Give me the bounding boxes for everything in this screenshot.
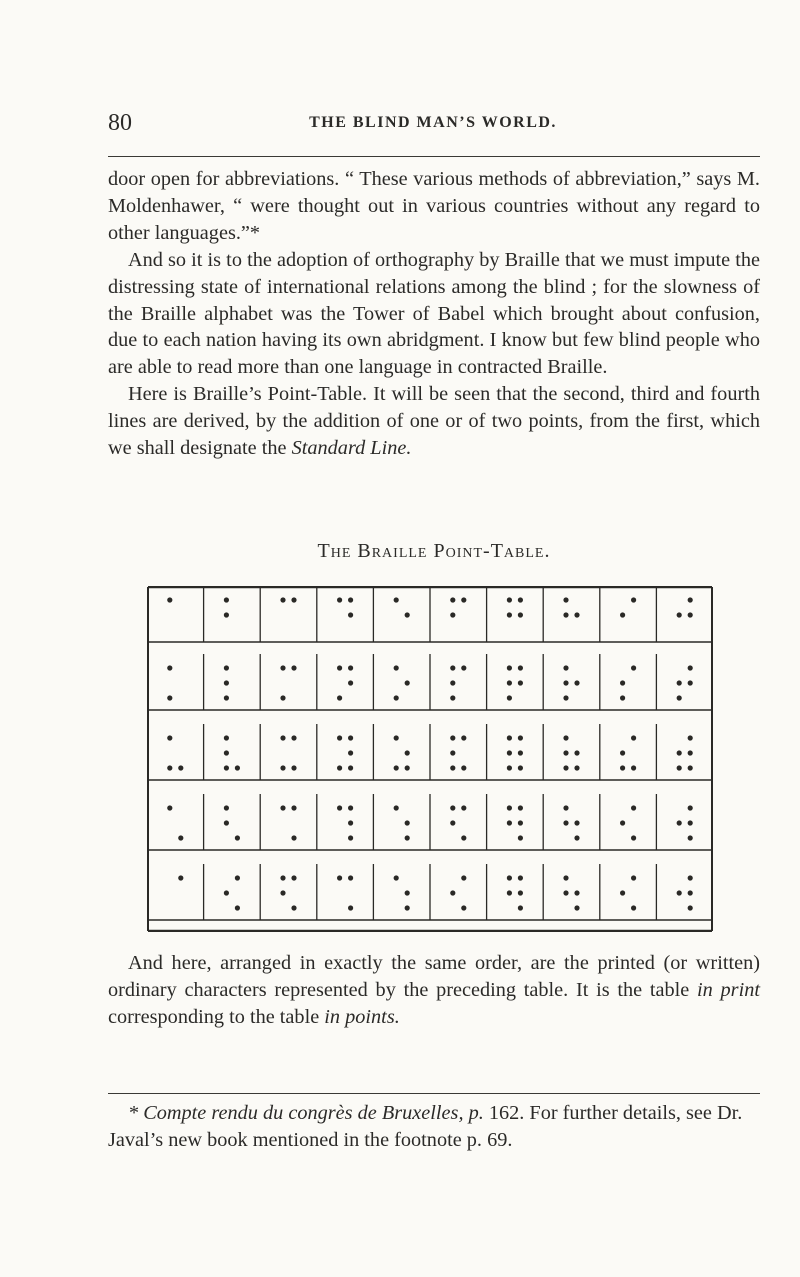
braille-dot bbox=[620, 890, 625, 895]
braille-dot bbox=[677, 890, 682, 895]
braille-dot bbox=[348, 805, 353, 810]
braille-dot bbox=[348, 750, 353, 755]
braille-dot bbox=[450, 735, 455, 740]
braille-dot bbox=[688, 735, 693, 740]
standard-line-term: Standard Line. bbox=[291, 437, 412, 460]
braille-dot bbox=[461, 875, 466, 880]
braille-point-table bbox=[147, 586, 713, 932]
braille-dot bbox=[280, 765, 285, 770]
braille-dot bbox=[337, 875, 342, 880]
braille-dot bbox=[461, 665, 466, 670]
braille-dot bbox=[348, 597, 353, 602]
footnote-rule bbox=[108, 1093, 760, 1094]
braille-dot bbox=[348, 820, 353, 825]
braille-dot bbox=[280, 890, 285, 895]
footnote-citation: * Compte rendu du congrès de Bruxelles, p. bbox=[128, 1102, 484, 1124]
braille-dot bbox=[574, 905, 579, 910]
braille-dot bbox=[337, 695, 342, 700]
braille-dot bbox=[631, 765, 636, 770]
braille-dot bbox=[631, 905, 636, 910]
braille-dot bbox=[518, 680, 523, 685]
table-title-text: The Braille Point-Table. bbox=[317, 540, 551, 562]
braille-dot bbox=[563, 597, 568, 602]
braille-dot bbox=[450, 750, 455, 755]
braille-dot bbox=[450, 765, 455, 770]
braille-dot bbox=[461, 905, 466, 910]
braille-dot bbox=[224, 680, 229, 685]
in-print-term: in print bbox=[697, 978, 760, 1001]
braille-dot bbox=[167, 695, 172, 700]
braille-dot bbox=[291, 875, 296, 880]
body-text bbox=[108, 166, 760, 462]
braille-dot bbox=[518, 765, 523, 770]
braille-dot bbox=[291, 597, 296, 602]
braille-dot bbox=[620, 750, 625, 755]
braille-dot bbox=[518, 665, 523, 670]
braille-dot bbox=[563, 765, 568, 770]
braille-dot bbox=[677, 820, 682, 825]
braille-dot bbox=[394, 665, 399, 670]
braille-dot bbox=[620, 612, 625, 617]
braille-dot bbox=[280, 597, 285, 602]
braille-dot bbox=[507, 735, 512, 740]
braille-dot bbox=[507, 890, 512, 895]
braille-dot bbox=[337, 805, 342, 810]
braille-dot bbox=[394, 695, 399, 700]
braille-dot bbox=[518, 735, 523, 740]
braille-dot bbox=[631, 597, 636, 602]
braille-dot bbox=[280, 875, 285, 880]
braille-dot bbox=[224, 665, 229, 670]
braille-dot bbox=[348, 905, 353, 910]
braille-dot bbox=[291, 665, 296, 670]
braille-dot bbox=[224, 765, 229, 770]
table-title bbox=[108, 540, 760, 563]
braille-dot bbox=[224, 750, 229, 755]
braille-dot bbox=[337, 765, 342, 770]
braille-dot bbox=[348, 735, 353, 740]
braille-dot bbox=[507, 765, 512, 770]
braille-dot bbox=[405, 765, 410, 770]
braille-dot bbox=[507, 695, 512, 700]
braille-dot bbox=[518, 890, 523, 895]
running-head: THE BLIND MAN’S WORLD. bbox=[309, 114, 557, 131]
braille-dot bbox=[688, 665, 693, 670]
braille-dot bbox=[394, 597, 399, 602]
braille-dot bbox=[450, 612, 455, 617]
braille-dot bbox=[405, 612, 410, 617]
paragraph-2: And so it is to the adoption of orthography by Braille that we must impute the distressing state of international relations among the blind ; for the slowness of the Braille alphabet was the Tower of Babel which brought about confusion, due to each nation having its own abridgment. I know but few blind people who are able to read more than one language in contracted Braille. bbox=[108, 248, 760, 379]
braille-dot bbox=[688, 905, 693, 910]
braille-dot bbox=[235, 905, 240, 910]
braille-dot bbox=[405, 680, 410, 685]
braille-dot bbox=[677, 612, 682, 617]
braille-dot bbox=[688, 750, 693, 755]
braille-dot bbox=[450, 597, 455, 602]
braille-dot bbox=[507, 680, 512, 685]
braille-dot bbox=[224, 890, 229, 895]
braille-dot bbox=[280, 665, 285, 670]
braille-dot bbox=[518, 835, 523, 840]
braille-dot bbox=[507, 665, 512, 670]
header-rule bbox=[108, 156, 760, 157]
braille-dot bbox=[348, 765, 353, 770]
braille-dot bbox=[394, 875, 399, 880]
braille-dot bbox=[461, 805, 466, 810]
braille-dot bbox=[688, 805, 693, 810]
braille-dot bbox=[280, 805, 285, 810]
braille-dot bbox=[631, 665, 636, 670]
braille-dot bbox=[677, 765, 682, 770]
paragraph-3 bbox=[108, 381, 760, 462]
braille-dot bbox=[405, 890, 410, 895]
braille-dot bbox=[563, 875, 568, 880]
braille-dot bbox=[688, 820, 693, 825]
braille-dot bbox=[461, 765, 466, 770]
braille-dot bbox=[574, 750, 579, 755]
braille-dot bbox=[461, 735, 466, 740]
braille-dot bbox=[394, 765, 399, 770]
braille-dot bbox=[620, 820, 625, 825]
braille-dot bbox=[337, 665, 342, 670]
braille-dot bbox=[405, 905, 410, 910]
braille-dot bbox=[688, 890, 693, 895]
braille-dot bbox=[450, 890, 455, 895]
braille-dot bbox=[631, 735, 636, 740]
braille-dot bbox=[291, 765, 296, 770]
braille-dot bbox=[348, 835, 353, 840]
braille-dot bbox=[677, 680, 682, 685]
in-points-term: in points. bbox=[324, 1005, 400, 1028]
paragraph-4-text-b: corresponding to the table bbox=[108, 1005, 325, 1028]
braille-dot bbox=[518, 875, 523, 880]
after-table-text bbox=[108, 950, 760, 1031]
braille-dot bbox=[224, 612, 229, 617]
braille-dot bbox=[688, 835, 693, 840]
braille-dot bbox=[461, 597, 466, 602]
braille-dot bbox=[620, 765, 625, 770]
braille-dot bbox=[688, 680, 693, 685]
braille-dot bbox=[574, 765, 579, 770]
braille-dot bbox=[688, 875, 693, 880]
braille-dot bbox=[405, 820, 410, 825]
braille-dot bbox=[348, 875, 353, 880]
braille-dot bbox=[688, 765, 693, 770]
braille-dot bbox=[280, 735, 285, 740]
braille-dot bbox=[563, 665, 568, 670]
braille-dot bbox=[507, 597, 512, 602]
paragraph-4 bbox=[108, 950, 760, 1031]
braille-dot bbox=[563, 680, 568, 685]
braille-dot bbox=[291, 835, 296, 840]
braille-dot bbox=[337, 597, 342, 602]
braille-dot bbox=[574, 890, 579, 895]
braille-dot bbox=[348, 680, 353, 685]
braille-dot bbox=[178, 835, 183, 840]
braille-dot bbox=[235, 765, 240, 770]
braille-dot bbox=[235, 835, 240, 840]
page-header bbox=[108, 110, 758, 140]
braille-dot bbox=[563, 750, 568, 755]
braille-table-figure bbox=[147, 586, 713, 932]
braille-dot bbox=[563, 695, 568, 700]
braille-dot bbox=[507, 805, 512, 810]
braille-dot bbox=[394, 805, 399, 810]
braille-dot bbox=[574, 835, 579, 840]
paragraph-1: door open for abbreviations. “ These various methods of abbreviation,” says M. Moldenhawer, “ were thought out in various countries without any regard to other languages.”* bbox=[108, 168, 760, 244]
braille-dot bbox=[688, 612, 693, 617]
braille-dot bbox=[688, 597, 693, 602]
braille-dot bbox=[631, 835, 636, 840]
braille-dot bbox=[167, 805, 172, 810]
page-number: 80 bbox=[108, 110, 132, 136]
braille-dot bbox=[563, 612, 568, 617]
braille-dot bbox=[518, 612, 523, 617]
braille-dot bbox=[178, 875, 183, 880]
paragraph-4-text-a: And here, arranged in exactly the same order, are the printed (or written) ordinary characters represented by the preceding table. It is the table bbox=[108, 952, 760, 1001]
braille-dot bbox=[563, 820, 568, 825]
braille-dot bbox=[631, 805, 636, 810]
braille-dot bbox=[167, 597, 172, 602]
paragraph-3-text: Here is Braille’s Point-Table. It will be seen that the second, third and fourth lines are derived, by the addition of one or of two points, from the first, which we shall designate the bbox=[108, 383, 760, 460]
braille-dot bbox=[291, 805, 296, 810]
braille-dot bbox=[574, 820, 579, 825]
braille-dot bbox=[574, 612, 579, 617]
braille-dot bbox=[337, 735, 342, 740]
braille-dot bbox=[518, 597, 523, 602]
braille-dot bbox=[291, 735, 296, 740]
braille-dot bbox=[224, 695, 229, 700]
braille-dot bbox=[405, 750, 410, 755]
braille-dot bbox=[450, 680, 455, 685]
braille-dot bbox=[450, 695, 455, 700]
footnote-rest: 162. For further details, see Dr. Javal’s new book mentioned in the footnote p. 69. bbox=[108, 1102, 743, 1151]
braille-dot bbox=[507, 820, 512, 825]
braille-dot bbox=[291, 905, 296, 910]
braille-dot bbox=[224, 597, 229, 602]
braille-dot bbox=[280, 695, 285, 700]
braille-dot bbox=[167, 735, 172, 740]
braille-dot bbox=[507, 750, 512, 755]
braille-dot bbox=[620, 680, 625, 685]
braille-dot bbox=[224, 735, 229, 740]
braille-dot bbox=[507, 612, 512, 617]
braille-dot bbox=[394, 735, 399, 740]
braille-dot bbox=[450, 805, 455, 810]
braille-dot bbox=[620, 695, 625, 700]
braille-dot bbox=[224, 805, 229, 810]
footnote-text bbox=[108, 1100, 760, 1154]
braille-dot bbox=[518, 805, 523, 810]
braille-dot bbox=[507, 875, 512, 880]
braille-dot bbox=[518, 905, 523, 910]
braille-dot bbox=[518, 750, 523, 755]
braille-dot bbox=[677, 750, 682, 755]
braille-dot bbox=[574, 680, 579, 685]
braille-dot bbox=[631, 875, 636, 880]
braille-dot bbox=[405, 835, 410, 840]
braille-dot bbox=[178, 765, 183, 770]
braille-dot bbox=[563, 890, 568, 895]
braille-dot bbox=[518, 820, 523, 825]
braille-dot bbox=[461, 835, 466, 840]
braille-dot bbox=[677, 695, 682, 700]
braille-dot bbox=[348, 665, 353, 670]
braille-dot bbox=[563, 735, 568, 740]
footnote bbox=[108, 1100, 760, 1154]
braille-dot bbox=[235, 875, 240, 880]
braille-dot bbox=[167, 765, 172, 770]
braille-dot bbox=[348, 612, 353, 617]
braille-dot bbox=[224, 820, 229, 825]
braille-dot bbox=[563, 805, 568, 810]
braille-dot bbox=[450, 665, 455, 670]
braille-dot bbox=[450, 820, 455, 825]
braille-dot bbox=[167, 665, 172, 670]
